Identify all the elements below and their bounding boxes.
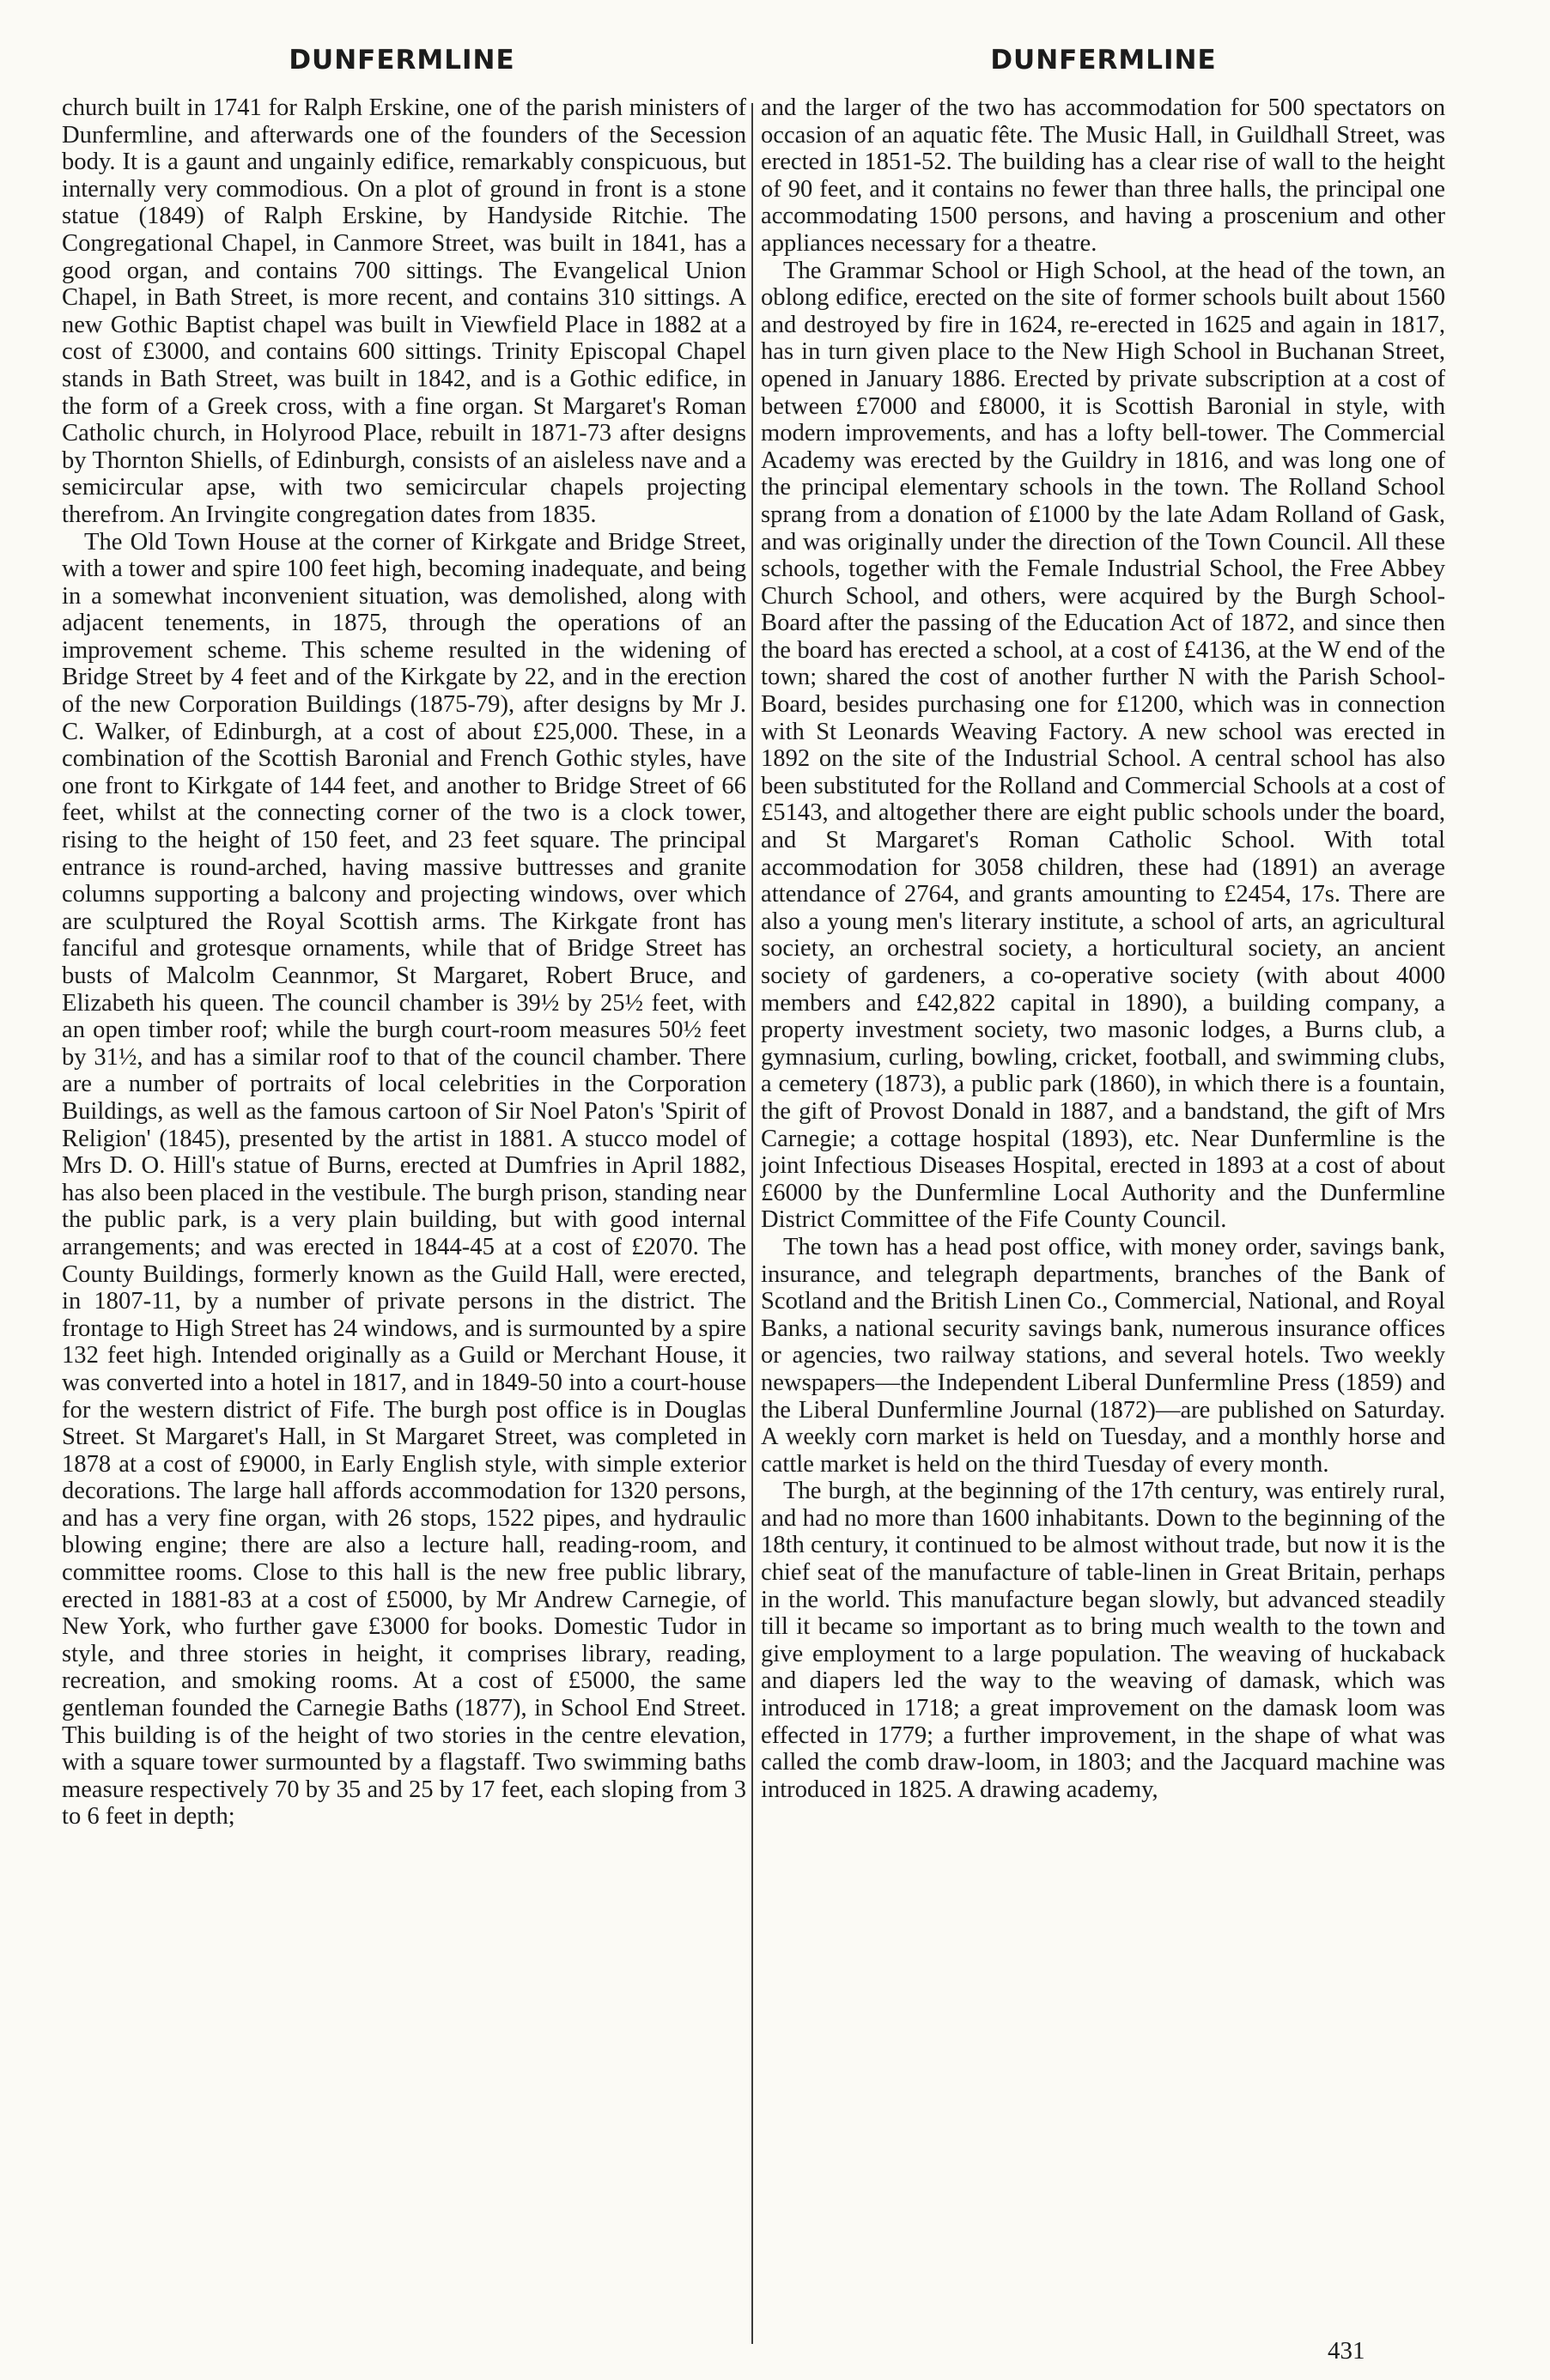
page-number: 431 [1328,2337,1365,2365]
paragraph: church built in 1741 for Ralph Erskine, one of the parish ministers of Dunfermline, and afterwards one of the founders of the Secession body. It is a gaunt and ungainly edifice, remarkably conspicuous, but internally very commodious. On a plot of ground in front is a stone statue (1849) of Ralph Erskine, by Handyside Ritchie. The Congregational Chapel, in Canmore Street, was built in 1841, has a good organ, and contains 700 sittings. The Evangelical Union Chapel, in Bath Street, is more recent, and contains 310 sittings. A new Gothic Baptist chapel was built in Viewfield Place in 1882 at a cost of £3000, and contains 600 sittings. Trinity Episcopal Chapel stands in Bath Street, was built in 1842, and is a Gothic edifice, in the form of a Greek cross, with a fine organ. St Margaret's Roman Catholic church, in Holyrood Place, rebuilt in 1871-73 after designs by Thornton Shiells, of Edinburgh, consists of an aisleless nave and a semicircular apse, with two semicircular chapels projecting therefrom. An Irvingite congregation dates from 1835. [62,94,746,528]
column-divider [751,103,753,2344]
paragraph: The burgh, at the beginning of the 17th century, was entirely rural, and had no more than 1600 inhabitants. Down to the beginning of the 18th century, it continued to be almost without trade, but now it is the chief seat of the manufacture of table-linen in Great Britain, perhaps in the world. This manufacture began slowly, but advanced steadily till it became so important as to bring much wealth to the town and give employment to a large population. The weaving of huckaback and diapers led the way to the weaving of damask, which was introduced in 1718; a great improvement on the damask loom was effected in 1779; a further improvement, in the shape of what was called the comb draw-loom, in 1803; and the Jacquard machine was introduced in 1825. A drawing academy, [761,1478,1445,1803]
paragraph: The Old Town House at the corner of Kirkgate and Bridge Street, with a tower and spire 100 feet high, becoming inadequate, and being in a somewhat inconvenient situation, was demolished, along with adjacent tenements, in 1875, through the operations of an improvement scheme. This scheme resulted in the widening of Bridge Street by 4 feet and of the Kirkgate by 22, and in the erection of the new Corporation Buildings (1875-79), after designs by Mr J. C. Walker, of Edinburgh, at a cost of about £25,000. These, in a combination of the Scottish Baronial and French Gothic styles, have one front to Kirkgate of 144 feet, and another to Bridge Street of 66 feet, whilst at the connecting corner of the two is a clock tower, rising to the height of 150 feet, and 23 feet square. The principal entrance is round-arched, having massive buttresses and granite columns supporting a balcony and projecting windows, over which are sculptured the Royal Scottish arms. The Kirkgate front has fanciful and grotesque ornaments, while that of Bridge Street has busts of Malcolm Ceannmor, St Margaret, Robert Bruce, and Elizabeth his queen. The council chamber is 39½ by 25½ feet, with an open timber roof; while the burgh court-room measures 50½ feet by 31½, and has a similar roof to that of the council chamber. There are a number of portraits of local celebrities in the Corporation Buildings, as well as the famous cartoon of Sir Noel Paton's 'Spirit of Religion' (1845), presented by the artist in 1881. A stucco model of Mrs D. O. Hill's statue of Burns, erected at Dumfries in April 1882, has also been placed in the vestibule. The burgh prison, standing near the public park, is a very plain building, but with good internal arrangements; and was erected in 1844-45 at a cost of £2070. The County Buildings, formerly known as the Guild Hall, were erected, in 1807-11, by a number of private persons in the district. The frontage to High Street has 24 windows, and is surmounted by a spire 132 feet high. Intended originally as a Guild or Merchant House, it was converted into a hotel in 1817, and in 1849-50 into a court-house for the western district of Fife. The burgh post office is in Douglas Street. St Margaret's Hall, in St Margaret Street, was completed in 1878 at a cost of £9000, in Early English style, with simple exterior decorations. The large hall affords accommodation for 1320 persons, and has a very fine organ, with 26 stops, 1522 pipes, and hydraulic blowing engine; there are also a lecture hall, reading-room, and committee rooms. Close to this hall is the new free public library, erected in 1881-83 at a cost of £5000, by Mr Andrew Carnegie, of New York, who further gave £3000 for books. Domestic Tudor in style, and three stories in height, it comprises library, reading, recreation, and smoking rooms. At a cost of £5000, the same gentleman founded the Carnegie Baths (1877), in School End Street. This building is of the height of two stories in the centre elevation, with a square tower surmounted by a flagstaff. Two swimming baths measure respectively 70 by 35 and 25 by 17 feet, each sloping from 3 to 6 feet in depth; [62,528,746,1831]
paragraph: The Grammar School or High School, at the head of the town, an oblong edifice, erected on the site of former schools built about 1560 and destroyed by fire in 1624, re-erected in 1625 and again in 1817, has in turn given place to the New High School in Buchanan Street, opened in January 1886. Erected by private subscription at a cost of between £7000 and £8000, it is Scottish Baronial in style, with modern improvements, and has a lofty bell-tower. The Commercial Academy was erected by the Guildry in 1816, and was long one of the principal elementary schools in the town. The Rolland School sprang from a donation of £1000 by the late Adam Rolland of Gask, and was originally under the direction of the Town Council. All these schools, together with the Female Industrial School, the Free Abbey Church School, and others, were acquired by the Burgh School-Board after the passing of the Education Act of 1872, and since then the board has erected a school, at a cost of £4136, at the W end of the town; shared the cost of another further N with the Parish School-Board, besides purchasing one for £1200, which was in connection with St Leonards Weaving Factory. A new school was erected in 1892 on the site of the Industrial School. A central school has also been substituted for the Rolland and Commercial Schools at a cost of £5143, and altogether there are eight public schools under the board, and St Margaret's Roman Catholic School. With total accommodation for 3058 children, these had (1891) an average attendance of 2764, and grants amounting to £2454, 17s. There are also a young men's literary institute, a school of arts, an agricultural society, an orchestral society, a horticultural society, an ancient society of gardeners, a co-operative society (with about 4000 members and £42,822 capital in 1890), a building company, a property investment society, two masonic lodges, a Burns club, a gymnasium, curling, bowling, cricket, football, and swimming clubs, a cemetery (1873), a public park (1860), in which there is a fountain, the gift of Provost Donald in 1887, and a bandstand, the gift of Mrs Carnegie; a cottage hospital (1893), etc. Near Dunfermline is the joint Infectious Diseases Hospital, erected in 1893 at a cost of about £6000 by the Dunfermline Local Authority and the Dunfermline District Committee of the Fife County Council. [761,257,1445,1234]
running-header-right: DUNFERMLINE [990,45,1217,76]
left-column [62,94,746,1831]
paragraph: The town has a head post office, with money order, savings bank, insurance, and telegraph departments, branches of the Bank of Scotland and the British Linen Co., Commercial, National, and Royal Banks, a national security savings bank, numerous insurance offices or agencies, two railway stations, and several hotels. Two weekly newspapers—the Independent Liberal Dunfermline Press (1859) and the Liberal Dunfermline Journal (1872)—are published on Saturday. A weekly corn market is held on Tuesday, and a monthly horse and cattle market is held on the third Tuesday of every month. [761,1233,1445,1478]
paragraph: and the larger of the two has accommodation for 500 spectators on occasion of an aquatic fête. The Music Hall, in Guildhall Street, was erected in 1851-52. The building has a clear rise of wall to the height of 90 feet, and it contains no fewer than three halls, the principal one accommodating 1500 persons, and having a proscenium and other appliances necessary for a theatre. [761,94,1445,257]
right-column [761,94,1445,1803]
running-header-left: DUNFERMLINE [289,45,515,76]
